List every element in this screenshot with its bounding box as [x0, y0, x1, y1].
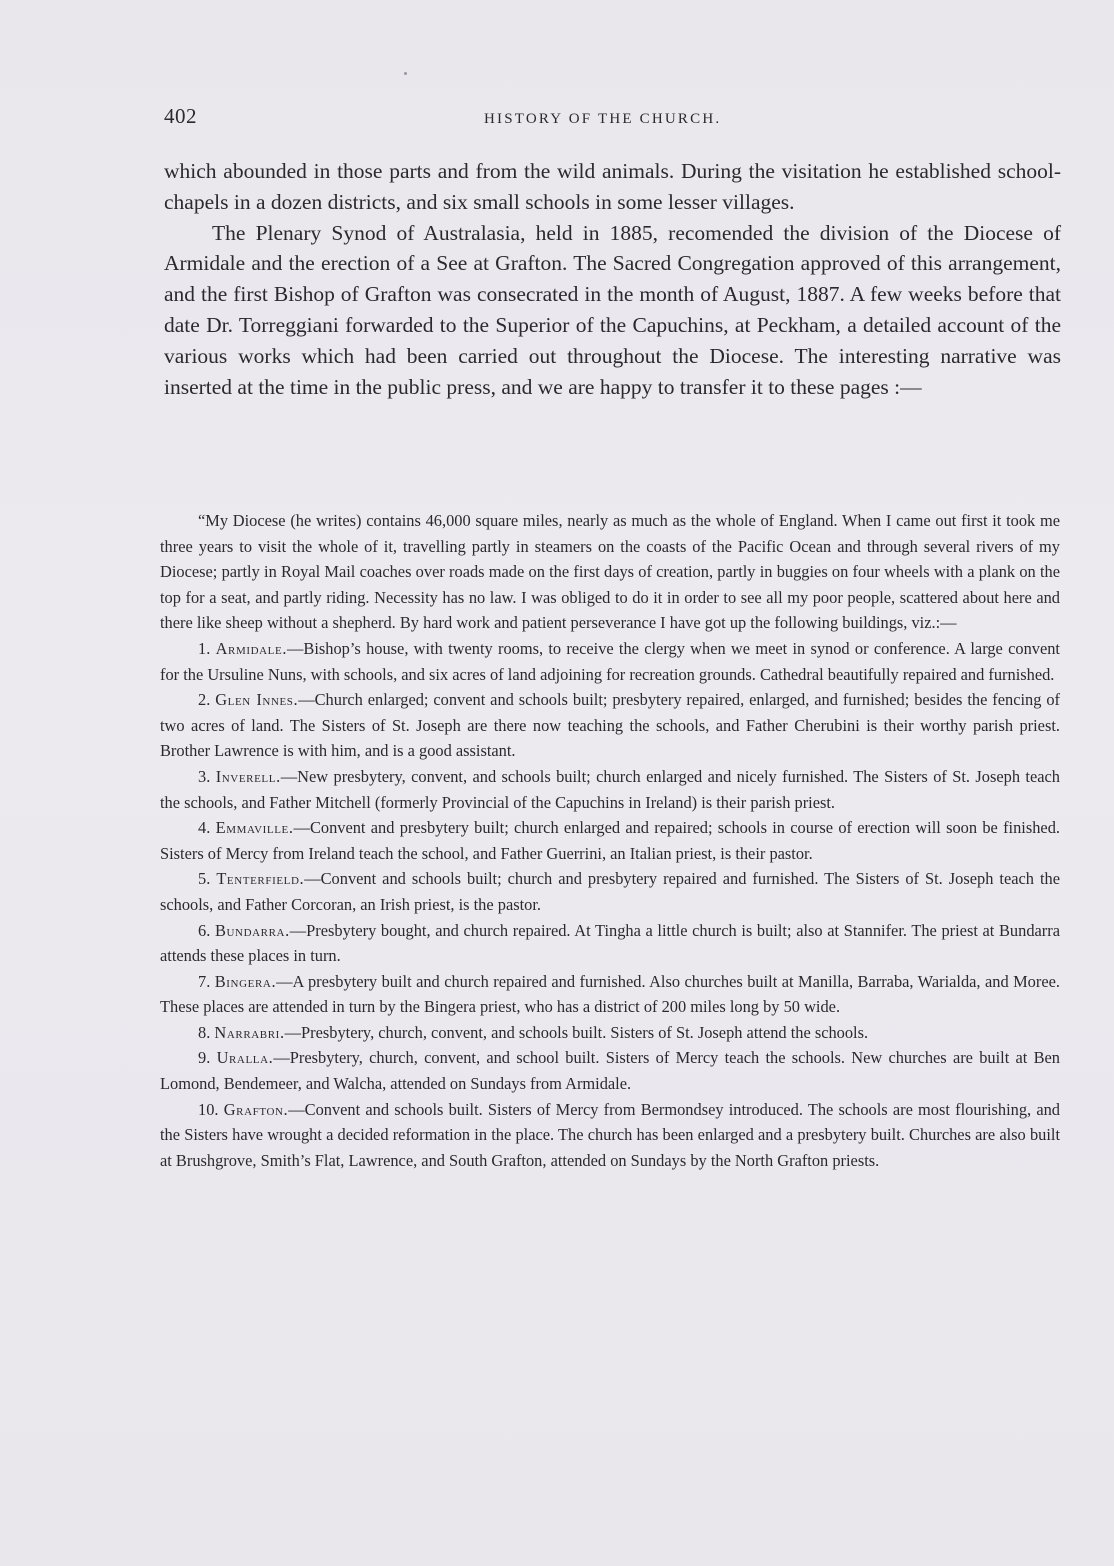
list-item	[160, 1045, 1060, 1096]
item-number: 9.	[198, 1048, 211, 1068]
item-number: 10.	[198, 1099, 219, 1119]
quoted-letter	[160, 508, 1060, 1173]
item-text: —Church enlarged; convent and schools built; presbytery repaired, enlarged, and furnished; besides the fencing of two acres of land. The Sisters of St. Joseph are there now teaching the schools, and Father Cherubini is their worthy parish priest. Brother Lawrence is with him, and is a good assistant.	[160, 690, 1060, 761]
paragraph-plenary-synod: The Plenary Synod of Australasia, held in 1885, recomended the division of the Diocese of Armidale and the erection of a See at Grafton. The Sacred Congregation approved of this arrangement, and the first Bishop of Grafton was consecrated in the month of August, 1887. A few weeks before that date Dr. Torreggiani forwarded to the Superior of the Capuchins, at Peckham, a detailed account of the various works which had been carried out throughout the Diocese. The interesting narrative was inserted at the time in the public press, and we are happy to transfer it to these pages :—	[164, 220, 1061, 399]
item-text: —Bishop’s house, with twenty rooms, to receive the clergy when we meet in synod or conference. A large convent for the Ursuline Nuns, with schools, and six acres of land adjoining for recreation grounds. Cathedral beautifully repaired and furnished.	[160, 638, 1060, 684]
item-text: —Convent and schools built. Sisters of Mercy from Bermondsey introduced. The schools are most flourishing, and the Sisters have wrought a decided reformation in the place. The church has been enlarged and a presbytery built. Churches are also built at Brushgrove, Smith’s Flat, Lawrence, and South Grafton, attended on Sundays by the North Grafton priests.	[160, 1099, 1060, 1170]
running-head: HISTORY OF THE CHURCH.	[484, 111, 722, 127]
item-place: Glen Innes.	[215, 690, 299, 710]
item-number: 3.	[198, 766, 211, 786]
list-item	[160, 687, 1060, 764]
page-number: 402	[164, 104, 197, 128]
list-item	[160, 815, 1060, 866]
item-text: —A presbytery built and church repaired and furnished. Also churches built at Manilla, Barraba, Warialda, and Moree. These places are attended in turn by the Bingera priest, who has a district of 200 miles long by 50 wide.	[160, 971, 1060, 1017]
item-place: Narrabri.	[214, 1022, 285, 1042]
item-number: 7.	[198, 971, 211, 991]
list-item	[160, 1097, 1060, 1174]
item-number: 5.	[198, 869, 211, 889]
item-place: Uralla.	[216, 1048, 274, 1068]
item-text: —Convent and schools built; church and presbytery repaired and furnished. The Sisters of St. Joseph teach the schools, and Father Corcoran, an Irish priest, is the pastor.	[160, 869, 1060, 914]
item-text: —Convent and presbytery built; church enlarged and repaired; schools in course of erection will soon be finished. Sisters of Mercy from Ireland teach the school, and Father Guerrini, an Italian priest, is their pastor.	[160, 818, 1060, 863]
item-text: —Presbytery, church, convent, and schools built. Sisters of St. Joseph attend the schools.	[284, 1022, 869, 1042]
item-place: Emmaville.	[215, 818, 294, 838]
item-place: Armidale.	[215, 638, 288, 658]
list-item	[160, 764, 1060, 815]
list-item	[160, 636, 1060, 687]
page-header	[164, 104, 1064, 134]
list-item	[160, 866, 1060, 917]
item-number: 1.	[198, 638, 211, 658]
item-place: Tenterfield.	[216, 869, 305, 889]
item-number: 4.	[198, 818, 211, 838]
item-place: Bingera.	[214, 971, 277, 991]
paper-speck	[404, 72, 407, 75]
item-number: 2.	[198, 690, 211, 710]
paragraph-continuation: which abounded in those parts and from the wild animals. During the visitation he established school-chapels in a dozen districts, and six small schools in some lesser villages.	[164, 159, 1061, 214]
item-text: —New presbytery, convent, and schools built; church enlarged and nicely furnished. The Sisters of St. Joseph teach the schools, and Father Mitchell (formerly Provincial of the Capuchins in Ireland) is their parish priest.	[160, 766, 1060, 812]
item-number: 8.	[198, 1022, 211, 1042]
list-item	[160, 1020, 1060, 1046]
body-text	[164, 156, 1061, 402]
item-text: —Presbytery bought, and church repaired. At Tingha a little church is built; also at Stannifer. The priest at Bundarra attends these places in turn.	[160, 920, 1060, 966]
list-item	[160, 918, 1060, 969]
quote-intro: “My Diocese (he writes) contains 46,000 square miles, nearly as much as the whole of England. When I came out first it took me three years to visit the whole of it, travelling partly in steamers on the coasts of the Pacific Ocean and through several rivers of my Diocese; partly in Royal Mail coaches over roads made on the first days of creation, partly in buggies on four wheels with a plank on the top for a seat, and partly riding. Necessity has no law. I was obliged to do it in order to see all my poor people, scattered about here and there like sheep without a shepherd. By hard work and patient perseverance I have got up the following buildings, viz.:—	[160, 511, 1060, 633]
item-place: Grafton.	[223, 1099, 289, 1119]
item-number: 6.	[198, 920, 211, 940]
item-text: —Presbytery, church, convent, and school built. Sisters of Mercy teach the schools. New churches are built at Ben Lomond, Bendemeer, and Walcha, attended on Sundays from Armidale.	[160, 1048, 1060, 1094]
item-place: Inverell.	[215, 766, 281, 786]
item-place: Bundarra.	[214, 920, 290, 940]
list-item	[160, 969, 1060, 1020]
